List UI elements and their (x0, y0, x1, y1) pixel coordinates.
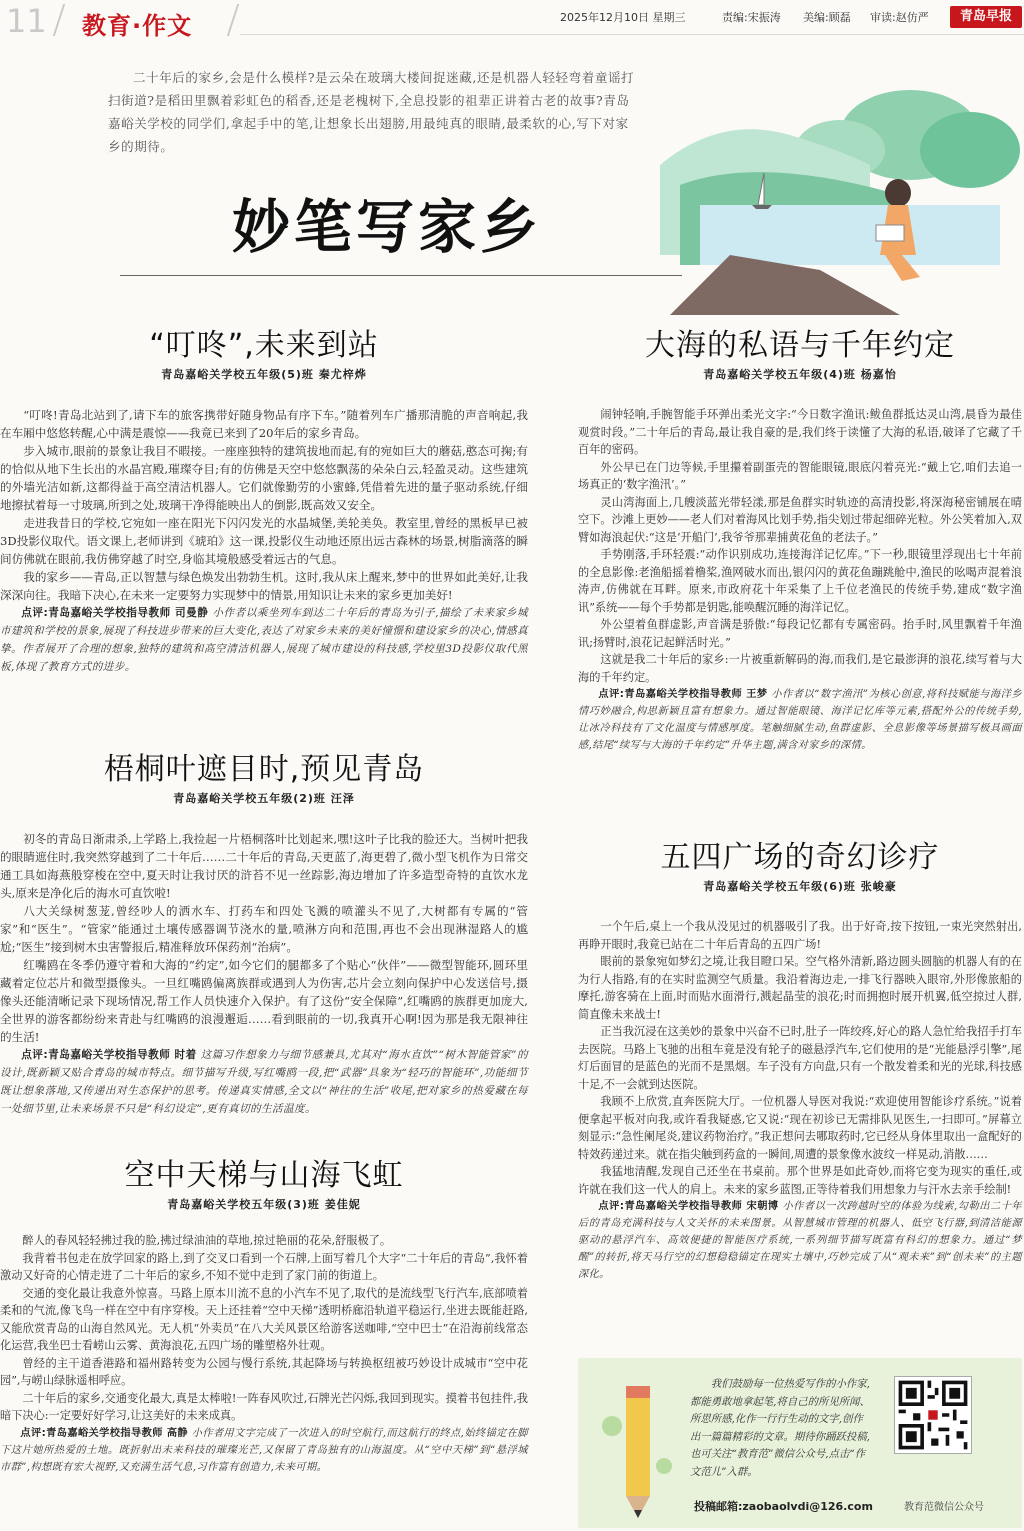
designer-credit: 美编:顾磊 (803, 11, 851, 24)
article-body (578, 406, 1022, 754)
paragraph: 我背着书包走在放学回家的路上,到了交叉口看到一个石牌,上面写着几个大字“二十年后的青岛”,我怀着激动又好奇的心情走进了二十年后的家乡,不知不觉中走到了家门前的街道上。 (0, 1251, 528, 1282)
page-header (0, 0, 1024, 42)
submission-email[interactable]: 投稿邮箱:zaobaolvdi@126.com (694, 1500, 873, 1513)
title-rule (120, 275, 682, 276)
paragraph: 初冬的青岛日渐肃杀,上学路上,我捡起一片梧桐落叶比划起来,嘿!这叶子比我的脸还大。当树叶把我的眼睛遮住时,我突然穿越到了二十年后……二十年后的青岛,天更蓝了,海更碧了,微小型飞机作为日常交通工具如海燕般穿梭在空中,夏天时让我讨厌的浒苔不见一丝踪影,海边增加了许多造型奇特的直饮水龙头,原来是净化后的海水可直饮啦! (0, 832, 528, 900)
divider (227, 4, 239, 36)
section-title: 教育·作文 (82, 12, 193, 40)
header-rule (240, 34, 1024, 35)
article-body (0, 406, 528, 676)
paragraph: 灵山湾海面上,几艘淡蓝光带轻漾,那是鱼群实时轨迹的高清投影,将深海秘密铺展在晴空下。沙滩上更妙——老人们对着海风比划手势,指尖划过带起细碎光粒。外公笑着加入,双臂如海浪起伏:“这是‘开船门’,我爷爷那辈捕黄花鱼的老法子。” (578, 495, 1022, 544)
comment-text: 小作者用文字完成了一次进入的时空航行,而这航行的终点,始终锚定在脚下这片她所热爱的土地。既折射出未来科技的璀璨光芒,又保留了青岛独有的山海温度。从“空中天梯”到“悬浮城市群”,构想既有宏大视野,又充满生活气息,习作富有创造力,未来可期。 (0, 1427, 528, 1473)
paragraph: 正当我沉浸在这美妙的景象中兴奋不已时,肚子一阵绞疼,好心的路人急忙给我招手打车去医院。马路上飞驰的出租车竟是没有轮子的磁悬浮汽车,它们使用的是“光能悬浮引擎”,尾灯后面冒的是蓝色的光而不是黑烟。车子没有方向盘,只有一个散发着柔和光的光球,科技感十足,不一会就到达医院。 (578, 1025, 1022, 1091)
paragraph: 外公早已在门边等候,手里攥着副蛋壳的智能眼镜,眼底闪着亮光:“戴上它,咱们去追一场真正的‘数字渔汛’。” (578, 460, 1022, 491)
comment-label: 点评:青岛嘉峪关学校指导教师 时着 (21, 1049, 197, 1061)
editor-credit: 责编:宋振涛 (722, 11, 781, 24)
article-title: “叮咚”,未来到站 (149, 328, 379, 363)
qr-code-icon[interactable] (894, 1376, 972, 1454)
paragraph: 走进我昔日的学校,它宛如一座在阳光下闪闪发光的水晶城堡,美轮美奂。教室里,曾经的黑板早已被3D投影仪取代。语文课上,老师讲到《琥珀》这一课,投影仪生动地还原出远古森林的场景,树脂滴落的瞬间仿佛就在眼前,我仿佛穿越了时空,身临其境般感受着远古的气息。 (0, 516, 528, 566)
issue-date: 2025年12月10日 星期三 (560, 11, 686, 24)
promo-text: 我们鼓励每一位热爱写作的小作家,都能勇敢地拿起笔,将自己的所见所闻、所思所感,化作一行行生动的文字,创作出一篇篇精彩的文章。期待你踊跃投稿,也可关注“教育范”微信公众号,点击“作文范儿”入群。 (690, 1378, 870, 1478)
teacher-comment (0, 1425, 528, 1476)
paragraph: 闹钟轻响,手腕智能手环弹出柔光文字:“今日数字渔讯:鲅鱼群抵达灵山湾,晨昏为最佳观赏时段。”二十年后的青岛,最让我自豪的是,我们终于读懂了大海的私语,破译了它藏了千百年的密码。 (578, 408, 1022, 456)
paragraph: 这就是我二十年后的家乡:一片被重新解码的海,而我们,是它最澎湃的浪花,续写着与大海的千年约定。 (578, 653, 1022, 684)
comment-label: 点评:青岛嘉峪关学校指导教师 王梦 (598, 689, 768, 700)
comment-text: 小作者以“数字渔汛”为核心创意,将科技赋能与海洋乡情巧妙融合,构思新颖且富有想象力。通过智能眼镜、海洋记忆库等元素,搭配外公的传统手势,让冰冷科技有了文化温度与情感厚度。笔触细腻生动,鱼群虚影、全息影像等场景描写极具画面感,结尾“续写与大海的千年约定”升华主题,满含对家乡的深情。 (578, 689, 1023, 751)
article-byline: 青岛嘉峪关学校五年级(4)班 杨嘉怡 (703, 368, 897, 381)
proofreader-credit: 审读:赵仿严 (870, 11, 929, 24)
paragraph: 外公望着鱼群虚影,声音满是骄傲:“每段记忆都有专属密码。抬手时,风里飘着千年渔讯;扬臂时,浪花记起鲜活时光。” (578, 618, 1022, 649)
submission-promo (578, 1358, 1022, 1528)
comment-label: 点评:青岛嘉峪关学校指导教师 司曼静 (21, 607, 209, 619)
teacher-comment (578, 1198, 1022, 1283)
article-byline: 青岛嘉峪关学校五年级(5)班 秦尤梓烨 (161, 368, 367, 381)
intro-paragraph: 二十年后的家乡,会是什么模样?是云朵在玻璃大楼间捉迷藏,还是机器人轻轻弯着童谣打扫街道?是稻田里飘着彩虹色的稻香,还是老槐树下,全息投影的祖辈正讲着古老的故事?青岛嘉峪关学校的同学们,拿起手中的笔,让想象长出翅膀,用最纯真的眼睛,最柔软的心,写下对家乡的期待。 (108, 70, 635, 154)
sea-icon (700, 205, 1000, 265)
paragraph: 八大关绿树葱茏,曾经吵人的洒水车、打药车和四处飞溅的喷灌头不见了,大树都有专属的“管家”和“医生”。“管家”能通过土壤传感器调节浇水的量,喷淋方向和范围,再也不会出现淋湿路人的尴尬;“医生”接到树木虫害警报后,精准释放环保药剂“治病”。 (0, 904, 528, 954)
header-illustration (640, 55, 1024, 315)
article-body (0, 1232, 528, 1476)
paragraph: 二十年后的家乡,交通变化最大,真是太棒啦!一阵春风吹过,石牌光芒闪烁,我回到现实。摸着书包挂件,我暗下决心:一定要好好学习,让这美好的未来成真。 (0, 1391, 528, 1422)
article-4 (578, 320, 1022, 754)
article-body (0, 830, 528, 1118)
article-1 (0, 320, 528, 676)
article-2 (0, 744, 528, 1118)
page-title: 妙笔写家乡 (232, 193, 543, 261)
paragraph: 我猛地清醒,发现自己还坐在书桌前。那个世界是如此奇妙,而将它变为现实的重任,或许就在我们这一代人的肩上。未来的家乡蓝图,正等待着我们用想象力与汗水去亲手绘制! (578, 1165, 1022, 1196)
qr-code-label: 教育范微信公众号 (904, 1502, 984, 1513)
article-title: 五四广场的奇幻诊疗 (660, 840, 940, 875)
teacher-comment (578, 686, 1022, 754)
article-title: 大海的私语与千年约定 (645, 328, 955, 363)
paragraph: 一个午后,桌上一个我从没见过的机器吸引了我。出于好奇,按下按钮,一束光突然射出,再睁开眼时,我竟已站在二十年后青岛的五四广场! (578, 920, 1022, 951)
paragraph: 我的家乡——青岛,正以智慧与绿色焕发出勃勃生机。这时,我从床上醒来,梦中的世界如此美好,让我深深向往。我暗下决心,在未来一定要努力实现梦中的情景,用知识让未来的家乡更加美好! (0, 570, 528, 602)
article-title: 空中天梯与山海飞虹 (124, 1158, 404, 1193)
article-byline: 青岛嘉峪关学校五年级(3)班 姜佳妮 (167, 1198, 361, 1211)
paragraph: “叮咚!青岛北站到了,请下车的旅客携带好随身物品有序下车。”随着列车广播那清脆的声音响起,我在车厢中悠悠转醒,心中满是震惊——我竟已来到了20年后的家乡青岛。 (0, 408, 528, 440)
comment-label: 点评:青岛嘉峪关学校指导教师 高静 (20, 1427, 189, 1439)
paragraph: 交通的变化最让我意外惊喜。马路上原本川流不息的小汽车不见了,取代的是流线型飞行汽车,底部喷着柔和的气流,像飞鸟一样在空中有序穿梭。天上还挂着“空中天梯”透明桥廊沿轨道平稳运行,坐进去既能赶路,又能欣赏青岛的山海自然风光。无人机“外卖员”在八大关风景区给游客送咖啡,“空中巴士”在沿海前线常态化运营,我坐巴士看崂山云雾、黄海浪花,五四广场的雕塑格外壮观。 (0, 1286, 528, 1352)
paragraph: 眼前的景象宛如梦幻之境,让我目瞪口呆。空气格外清新,路边圆头圆脑的机器人有的在为行人指路,有的在实时监测空气质量。我沿着海边走,一排飞行器映入眼帘,外形像旅船的摩托,游客骑在上面,时而贴水面滑行,溅起晶莹的浪花;时而拥抱时展开机翼,低空掠过人群,简直像未来战士! (578, 955, 1022, 1021)
pencil-icon (592, 1366, 682, 1522)
comment-text: 小作者以一次跨越时空的体验为线索,勾勒出二十年后的青岛充满科技与人文关怀的未来图景。从智慧城市管理的机器人、低空飞行器,到清洁能源驱动的悬浮汽车、高效便捷的智能医疗系统,一系列细节描写既富有科幻的想象力。通过“梦醒”的转折,将天马行空的幻想稳稳锚定在现实土壤中,巧妙完成了从“观未来”到“创未来”的主题深化。 (578, 1201, 1023, 1280)
comment-label: 点评:青岛嘉峪关学校指导教师 宋朝博 (598, 1201, 779, 1212)
comment-text: 小作者以乘坐列车到达二十年后的青岛为引子,描绘了未来家乡城市建筑和学校的景象,展现了科技进步带来的巨大变化,表达了对家乡未来的美好憧憬和建设家乡的决心,情感真挚。作者展开了合理的想象,独特的建筑和高空清洁机器人,展现了城市建设的科技感,学校里3D投影仪取代黑板,体现了教育方式的进步。 (0, 607, 529, 673)
article-byline: 青岛嘉峪关学校五年级(6)班 张峻豪 (703, 880, 897, 893)
comment-text: 这篇习作想象力与细节感兼具,尤其对“海水直饮”“树木智能管家”的设计,既新颖又贴合青岛的城市特点。细节描写升级,写红嘴鸥一段,把“武器”具象为“轻巧的智能环”,功能细节既让想象落地,又传递出对生态保护的思考。传递真实情感,全文以“神往的生活”收尾,把对家乡的热爱藏在每一处细节里,让未来场景不只是“科幻设定”,更有真切的生活温度。 (0, 1049, 528, 1115)
paragraph: 手势刚落,手环轻震:“动作识别成功,连接海洋记忆库。”下一秒,眼镜里浮现出七十年前的全息影像:老渔船摇着橹桨,渔网破水而出,银闪闪的黄花鱼蹦跳舱中,渔民的吆喝声混着浪涛声,仿佛就在耳畔。原来,市政府花十年采集了上千位老渔民的传统手势,建成“数字渔讯”系统——每个手势都是钥匙,能唤醒沉睡的海洋记忆。 (578, 548, 1022, 614)
divider (53, 4, 65, 36)
newspaper-logo: 青岛早报 (950, 6, 1022, 28)
teacher-comment (0, 1046, 528, 1118)
article-5 (578, 832, 1022, 1283)
paragraph: 红嘴鸥在冬季仍遵守着和大海的“约定”,如今它们的腿都多了个贴心“伙伴”——微型智能环,圆环里藏着定位芯片和微型摄像头。一旦红嘴鸥偏离族群或遇到人为伤害,芯片会立刻向保护中心发送信号,摄像头还能清晰记录下现场情况,帮工作人员快速介入保护。有了这份“安全保障”,红嘴鸥的族群更加庞大,全世界的游客都纷纷来青赴与红嘴鸥的浪漫邂逅……看到眼前的一切,我真开心啊!因为那是我无限神往的生活! (0, 958, 528, 1044)
page-number: 11 (6, 2, 47, 40)
paragraph: 醉人的春风轻轻拂过我的脸,拂过绿油油的草地,掠过艳丽的花朵,舒服极了。 (22, 1234, 392, 1247)
teacher-comment (0, 604, 528, 676)
paragraph: 步入城市,眼前的景象让我目不暇接。一座座独特的建筑拔地而起,有的宛如巨大的蘑菇,憨态可掬;有的恰似从地下生长出的水晶宫殿,璀璨夺目;有的仿佛是天空中悠悠飘荡的朵朵白云,轻盈灵动。这些建筑的外墙光洁如新,这都得益于高空清洁机器人。它们就像勤劳的小蜜蜂,凭借着先进的量子驱动系统,仔细地擦拭着每一寸玻璃,所到之处,玻璃干净得能映出人的倒影,既高效又安全。 (0, 444, 528, 512)
paragraph: 曾经的主干道香港路和福州路转变为公园与慢行系统,其起降场与转换枢纽被巧妙设计成城市“空中花园”,与崂山绿脉遥相呼应。 (0, 1356, 528, 1387)
paragraph: 我顾不上欣赏,直奔医院大厅。一位机器人导医对我说:“欢迎使用智能诊疗系统。”说着便拿起平板对向我,或许看我疑惑,它又说:“现在初诊已无需排队见医生,一扫即可。”屏幕立刻显示:“急性阑尾炎,建议药物治疗。”我正想问去哪取药时,它已经从身体里取出一盒配好的特效药递过来。就在指尖触到药盒的一瞬间,周遭的景象像水波纹一样晃动,消散…… (578, 1095, 1022, 1161)
article-title: 梧桐叶遮目时,预见青岛 (103, 752, 425, 787)
article-byline: 青岛嘉峪关学校五年级(2)班 汪泽 (173, 792, 355, 805)
article-3 (0, 1150, 528, 1476)
article-body (578, 918, 1022, 1283)
